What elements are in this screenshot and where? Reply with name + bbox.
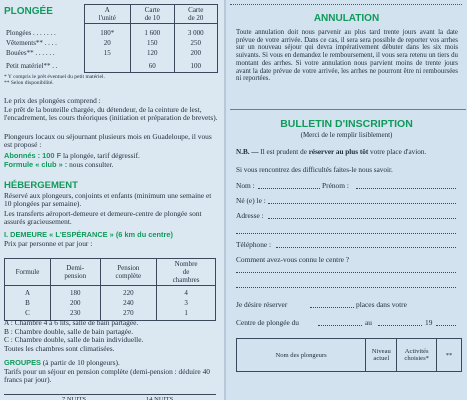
col-header-formule: Formule (5, 259, 51, 286)
plongee-para-1: Le prix des plongées comprend : (4, 96, 101, 105)
table-row (4, 48, 218, 58)
au-label: au (365, 318, 372, 327)
prenom-field[interactable] (356, 188, 456, 189)
table-row (4, 58, 218, 72)
col-14-nuits: 14 NUITS (146, 396, 174, 400)
cell: 200 (174, 48, 218, 58)
nb-text: Il est prudent de (260, 148, 307, 156)
ne-field[interactable] (268, 203, 456, 204)
connu-field-1[interactable] (236, 272, 456, 273)
demeure-title: I. DEMEURE « L'ESPÉRANCE » (6 km du centre) (4, 230, 173, 239)
legend-b: B : Chambre double, salle de bain partagée. (4, 326, 134, 336)
formule-line (4, 161, 220, 169)
plongee-notes (4, 74, 105, 86)
cell: A (5, 286, 51, 299)
cell: 150 (131, 38, 174, 48)
ne-label: Né (e) le : (236, 196, 266, 205)
note-1: * Y compris le prêt éventuel du petit matériel. (4, 74, 105, 80)
cell: 1 (157, 308, 216, 321)
cell: 3 000 (174, 24, 218, 39)
cell: 4 (157, 286, 216, 299)
plongee-price-table (4, 4, 218, 73)
top-dotted-rule (230, 4, 462, 5)
cell: C (5, 308, 51, 321)
col-header-carte20: Carte de 20 (174, 5, 218, 24)
cell: 100 (174, 58, 218, 72)
places-label: places dans votre (356, 300, 407, 309)
groupes-label: GROUPES (4, 358, 41, 367)
col-header-star: ** (436, 339, 461, 372)
cell: 230 (51, 308, 101, 321)
legend-c: C : Chambre double, salle de bain individuelle. (4, 335, 144, 345)
cell: B (5, 298, 51, 308)
reserver-label: Je désire réserver (236, 300, 288, 309)
connu-question: Comment avez-vous connu le centre ? (236, 255, 350, 264)
cell: 60 (131, 58, 174, 72)
table-row (5, 298, 216, 308)
formule-text: nous consulter. (69, 160, 114, 169)
plongee-para-2: Le prêt de la bouteille chargée, du détendeur, de la ceinture de lest, l'encadrement, les cours théoriques (initiation et préparation de brevets). (4, 105, 218, 123)
plongee-para-3: Plongeurs locaux ou séjournant plusieurs mois en Guadeloupe, il vous est proposé : (4, 132, 212, 150)
table-row (5, 286, 216, 299)
hebergement-para-1: Réservé aux plongeurs, conjoints et enfants (minimum une semaine et 10 plongées par semaine). (4, 191, 212, 209)
col-header-nom: Nom des plongeurs (237, 339, 366, 372)
cell: 180 (51, 286, 101, 299)
abonnes-label: Abonnés : 100 F (4, 151, 62, 160)
year-field[interactable] (436, 325, 456, 326)
col-header-demi: Demi- pension (51, 259, 101, 286)
connu-field-2[interactable] (236, 287, 456, 288)
cell: 15 (84, 48, 131, 58)
nb-note (236, 148, 458, 156)
annulation-body: Toute annulation doit nous parvenir au plus tard trente jours avant la date prévue de votre arrivée. Dans ce cas, il sera sera possible de reporter vos arrhes sur un nouveau séjour qui devra impérativement débuter dans les six mois suivants. Si vous en demandez le remboursement, il vous sera retenu un tiers du montant des arrhes. Si votre annulation nous parvient moins de trente jours avant la date prévue de votre arrivée, les arrhes ne pourront être ni remboursées ni reportées. (236, 29, 458, 83)
nb-text-2: votre place d'avion. (370, 148, 427, 156)
row-label: Plongées . . . . . . . (6, 28, 56, 37)
groupes-text: (à partir de 10 plongeurs). (42, 358, 120, 367)
places-field[interactable] (310, 307, 354, 308)
col-header-unite: A l'unité (84, 5, 131, 24)
cell: 1 600 (131, 24, 174, 39)
cell: 180* (84, 24, 131, 39)
row-label: Vêtements** . . . . (6, 39, 57, 47)
table-row (4, 24, 218, 39)
row-label: Petit matériel** . . (6, 62, 58, 70)
cell: 240 (100, 298, 157, 308)
bulletin-title: BULLETIN D'INSCRIPTION (280, 118, 413, 130)
row-label: Bouées** . . . . . . (6, 49, 55, 57)
adresse-label: Adresse : (236, 211, 264, 220)
year-label: 19 (425, 318, 433, 327)
col-header-pension: Pension complète (100, 259, 157, 286)
nb-bold: réserver au plus tôt (308, 148, 369, 156)
col-header-carte10: Carte de 10 (131, 5, 174, 24)
centre-label: Centre de plongée du (236, 318, 300, 327)
nom-label: Nom : (236, 181, 255, 190)
cell: 200 (51, 298, 101, 308)
groupes-table (4, 394, 216, 400)
col-header-chambres: Nombre de chambres (157, 259, 216, 286)
table-row (4, 38, 218, 48)
note-2: ** Selon disponibilité. (4, 80, 54, 86)
cell: 250 (174, 38, 218, 48)
plongee-title: PLONGÉE (4, 6, 53, 17)
col-header-niveau: Niveau actuel (366, 339, 397, 372)
telephone-field[interactable] (276, 247, 456, 248)
prenom-label: Prénom : (322, 181, 349, 190)
date-to-field[interactable] (378, 325, 422, 326)
nb-label: N.B. — (236, 148, 259, 156)
legend-a: A : Chambre 4 à 6 lits, salle de bain partagée. (4, 318, 139, 327)
plongeurs-table (236, 338, 462, 372)
cell: 20 (84, 38, 131, 48)
groupes-para: Tarifs pour un séjour en pension complète (demi-pension : déduire 40 francs par jour). (4, 367, 210, 385)
cell: 270 (100, 308, 157, 321)
nom-field[interactable] (258, 188, 320, 189)
col-header-activites: Activités choisies* (397, 339, 437, 372)
date-from-field[interactable] (318, 325, 362, 326)
bulletin-subtitle: (Merci de le remplir lisiblement) (300, 131, 393, 139)
cell (84, 58, 131, 72)
hebergement-para-2: Les transferts aéroport-demeure et demeure-centre de plongée sont assurés gracieusement. (4, 209, 202, 227)
demeure-subtitle: Prix par personne et par jour : (4, 239, 93, 248)
section-divider (230, 109, 466, 110)
nb-line-2: Si vous rencontrez des difficultés faites-le nous savoir. (236, 166, 393, 174)
abonnes-text: la plongée, tarif dégressif. (62, 151, 140, 160)
adresse-line-2[interactable] (236, 233, 456, 234)
hebergement-title: HÉBERGEMENT (4, 180, 78, 191)
telephone-label: Téléphone : (236, 240, 272, 249)
formule-label: Formule « club » : (4, 160, 68, 169)
col-7-nuits: 7 NUITS (62, 396, 87, 400)
legend-climatisees: Toutes les chambres sont climatisées. (4, 343, 115, 353)
chambre-legend (4, 319, 220, 353)
cell: 3 (157, 298, 216, 308)
adresse-field[interactable] (268, 218, 456, 219)
hebergement-price-table (4, 258, 216, 321)
cell: 220 (100, 286, 157, 299)
annulation-title: ANNULATION (313, 13, 380, 24)
cell: 120 (131, 48, 174, 58)
